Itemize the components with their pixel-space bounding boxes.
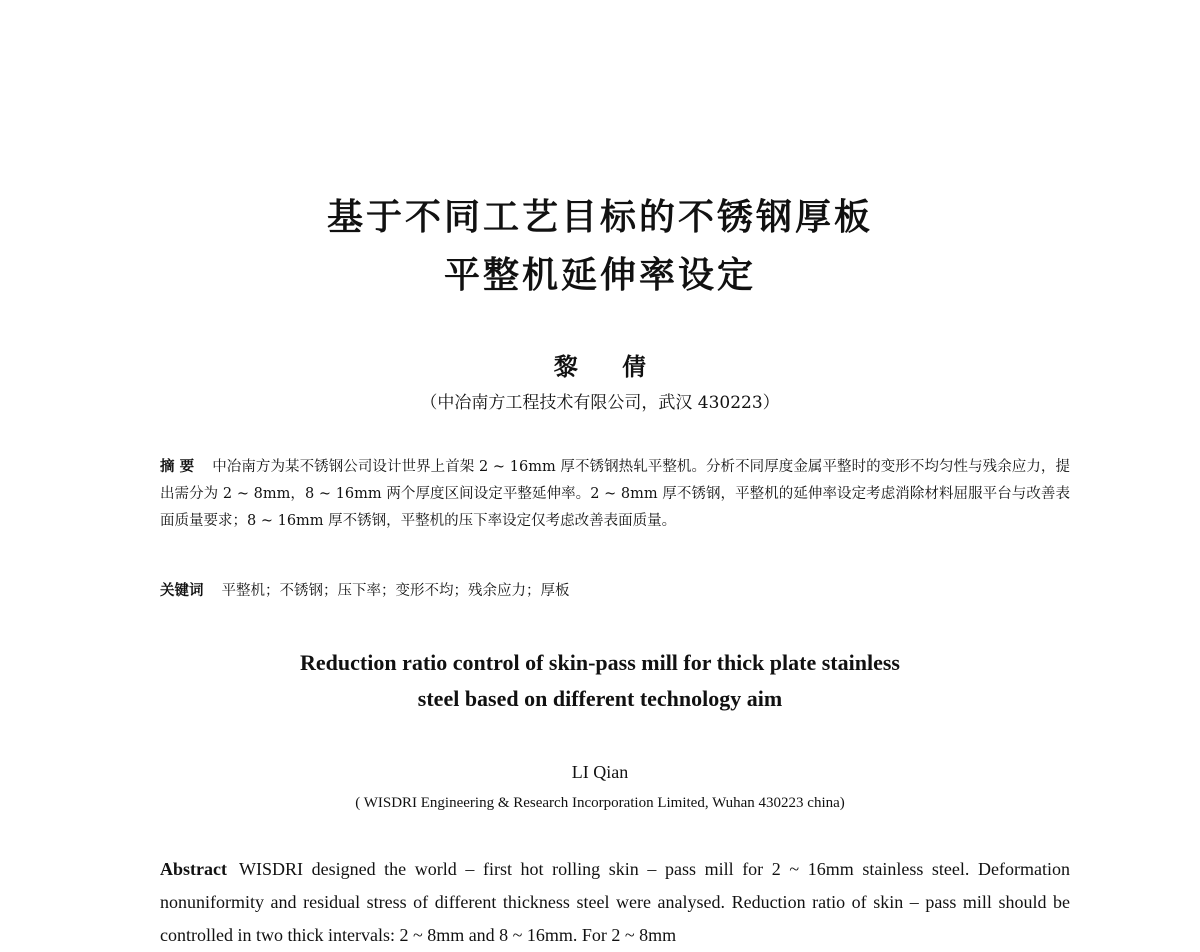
english-abstract-text: WISDRI designed the world – first hot rolling skin – pass mill for 2 ~ 16mm stainless steel. Deformation nonuniformity and residual stress of different thickness steel were analysed. Reduction ratio of skin – pass mill should be controlled in two thick intervals: 2 ~ 8mm and 8 ~ 16mm. For 2 ~ 8mm — [160, 859, 1070, 945]
chinese-keywords — [160, 578, 1070, 605]
chinese-keywords-text: 平整机；不锈钢；压下率；变形不均；残余应力；厚板 — [221, 583, 570, 599]
chinese-affiliation: （中冶南方工程技术有限公司，武汉 430223） — [420, 393, 780, 413]
chinese-abstract — [160, 454, 1070, 535]
chinese-keywords-label: 关键词 — [160, 583, 204, 599]
english-title-line-2: steel based on different technology aim — [417, 686, 783, 711]
english-author: LI Qian — [571, 762, 629, 782]
chinese-author: 黎 倩 — [553, 352, 665, 381]
english-title-line-1: Reduction ratio control of skin-pass mill for thick plate stainless — [300, 650, 900, 675]
chinese-title-line-2: 平整机延伸率设定 — [443, 255, 756, 296]
chinese-abstract-text: 中冶南方为某不锈钢公司设计世界上首架 2 ~ 16mm 厚不锈钢热轧平整机。分析不同厚度金属平整时的变形不均匀性与残余应力，提出需分为 2 ~ 8mm，8 ~ 16mm 两个厚度区间设定平整延伸率。2 ~ 8mm 厚不锈钢，平整机的延伸率设定考虑消除材料屈服平台与改善表面质量要求；8 ~ 16mm 厚不锈钢，平整机的压下率设定仅考虑改善表面质量。 — [160, 459, 1070, 529]
english-abstract-label: Abstract — [160, 859, 227, 879]
chinese-abstract-label: 摘 要 — [160, 459, 195, 475]
english-abstract — [160, 853, 1070, 952]
english-affiliation: ( WISDRI Engineering & Research Incorporation Limited, Wuhan 430223 china) — [355, 795, 845, 811]
chinese-title-line-1: 基于不同工艺目标的不锈钢厚板 — [326, 197, 873, 238]
